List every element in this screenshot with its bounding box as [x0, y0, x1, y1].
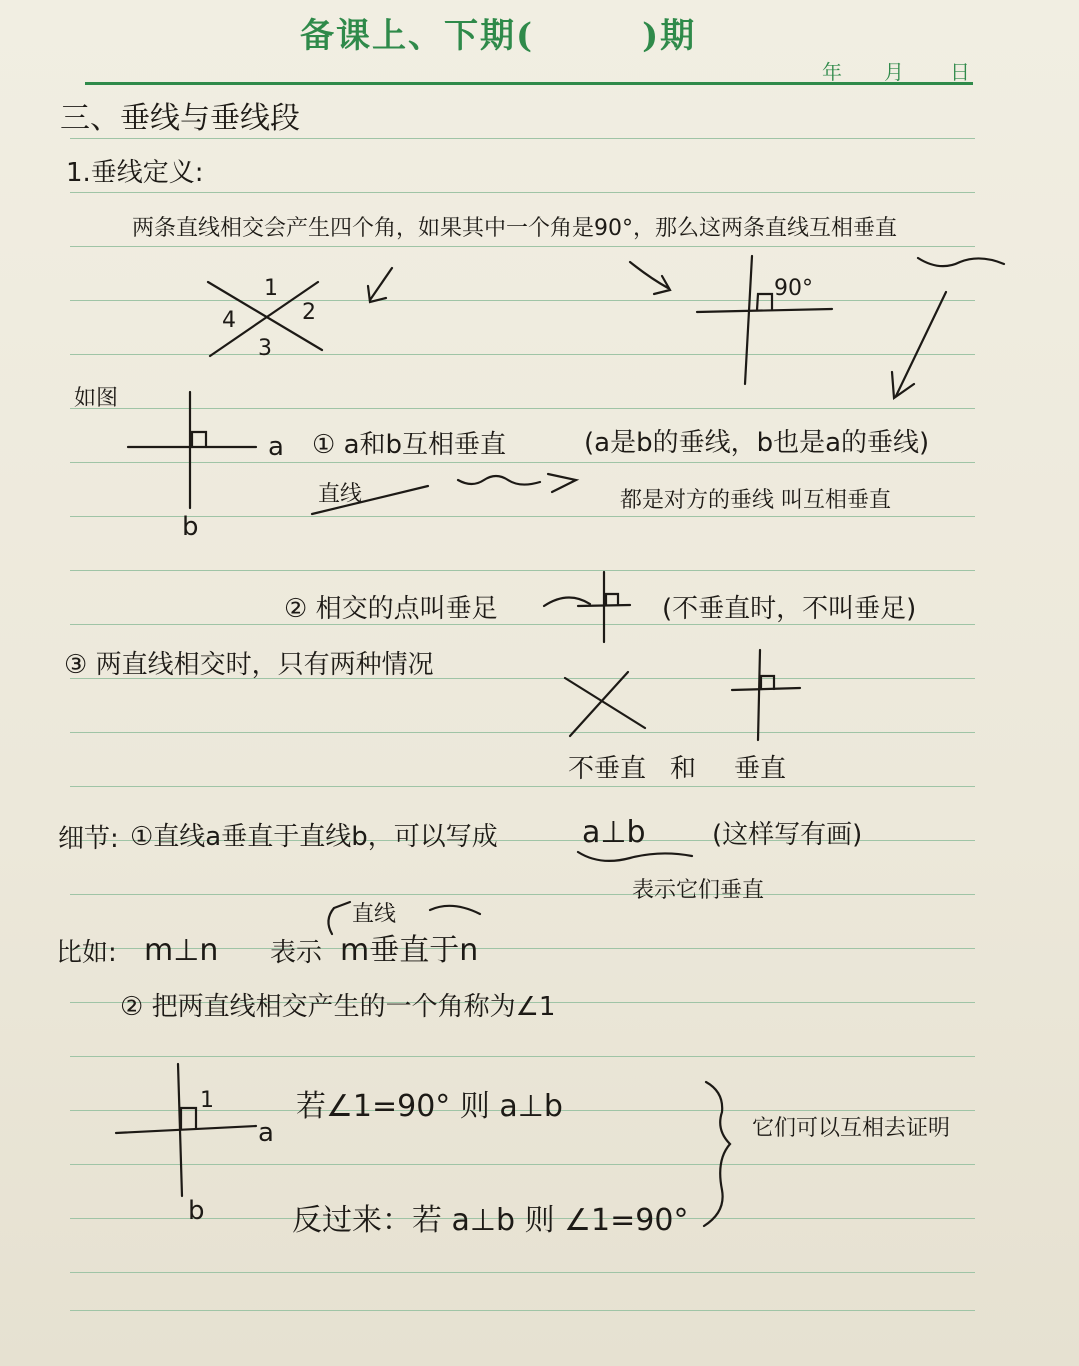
- fig1-angle-label: 3: [258, 336, 272, 361]
- detail1-under: 表示它们垂直: [632, 878, 765, 903]
- squiggle-arrow: [458, 476, 540, 485]
- detail1-text: ①直线a垂直于直线b，可以写成: [130, 822, 498, 852]
- detail1-paren: (这样写有画): [712, 820, 863, 850]
- point1-note: 直线: [318, 482, 363, 507]
- example-note: 直线: [352, 902, 397, 927]
- condition-1: 若∠1=90° 则 a⊥b: [296, 1089, 563, 1124]
- fig2-angle-label: 90°: [774, 276, 813, 301]
- case-crossing-line: [565, 678, 645, 728]
- fig3-label-a: a: [268, 432, 284, 462]
- fig3-label-b: b: [182, 512, 199, 542]
- point1-paren: (a是b的垂线，b也是a的垂线): [584, 428, 930, 458]
- case-not-label: 不垂直: [568, 754, 647, 784]
- page-header-title: 备课上、下期( )期: [300, 16, 697, 56]
- fig3-right-angle-mark: [192, 432, 206, 447]
- arrow-line: [544, 597, 590, 606]
- underline-wave: [578, 852, 692, 861]
- fig1-angle-label: 4: [222, 308, 236, 333]
- example-mn: m垂直于n: [340, 933, 479, 968]
- as-shown-label: 如图: [74, 386, 119, 411]
- section-title: 三、垂线与垂线段: [60, 101, 300, 136]
- example-text: 表示: [270, 938, 323, 968]
- detail1-symbol: a⊥b: [582, 815, 646, 850]
- fig4-label-a: a: [258, 1118, 274, 1148]
- case-perp-horizontal: [732, 688, 800, 690]
- point2-text: ② 相交的点叫垂足: [284, 594, 498, 624]
- note-bracket: [328, 902, 350, 934]
- case-right-angle-mark: [761, 676, 774, 689]
- definition-text: 两条直线相交会产生四个角，如果其中一个角是90°，那么这两条直线互相垂直: [132, 216, 897, 241]
- definition-heading: 1.垂线定义:: [66, 158, 204, 188]
- fig4-label-b: b: [188, 1196, 205, 1226]
- underline-wave: [918, 258, 1004, 266]
- fig4-label-1: 1: [200, 1088, 214, 1113]
- date-day-label: 日: [950, 60, 970, 84]
- arrow-head: [548, 474, 576, 492]
- point1-text: ① a和b互相垂直: [312, 430, 507, 460]
- case-yes-label: 垂直: [734, 754, 787, 784]
- case-crossing-line: [570, 672, 628, 736]
- point3-text: ③ 两直线相交时，只有两种情况: [64, 650, 434, 680]
- brace: [704, 1082, 730, 1226]
- diagonal-arrow: [896, 292, 946, 396]
- example-heading: 比如:: [56, 938, 117, 968]
- point1-sub: 都是对方的垂线 叫互相垂直: [620, 488, 891, 513]
- detail2-text: ② 把两直线相交产生的一个角称为∠1: [120, 992, 556, 1022]
- case-and-label: 和: [670, 754, 697, 784]
- date-month-label: 月: [884, 60, 904, 84]
- note-bracket: [430, 906, 480, 914]
- fig2-horizontal-line: [697, 309, 832, 312]
- detail-heading: 细节:: [58, 824, 119, 854]
- fig2-vertical-line: [745, 256, 752, 384]
- arrow-line: [370, 268, 392, 300]
- example-symbol: m⊥n: [144, 933, 219, 968]
- fig4-right-angle-mark: [181, 1108, 196, 1129]
- fig1-angle-label: 2: [302, 300, 316, 325]
- fig4-line-a: [116, 1126, 256, 1133]
- condition-2: 反过来：若 a⊥b 则 ∠1=90°: [292, 1203, 689, 1238]
- fig1-angle-label: 1: [264, 276, 278, 301]
- arrow-head: [892, 372, 914, 398]
- brace-note: 它们可以互相去证明: [752, 1116, 951, 1141]
- point2-paren: (不垂直时，不叫垂足): [662, 594, 917, 624]
- fig2-right-angle-mark: [757, 294, 772, 310]
- foot-right-angle-mark: [606, 594, 618, 605]
- case-perp-vertical: [758, 650, 760, 740]
- date-year-label: 年: [822, 60, 842, 84]
